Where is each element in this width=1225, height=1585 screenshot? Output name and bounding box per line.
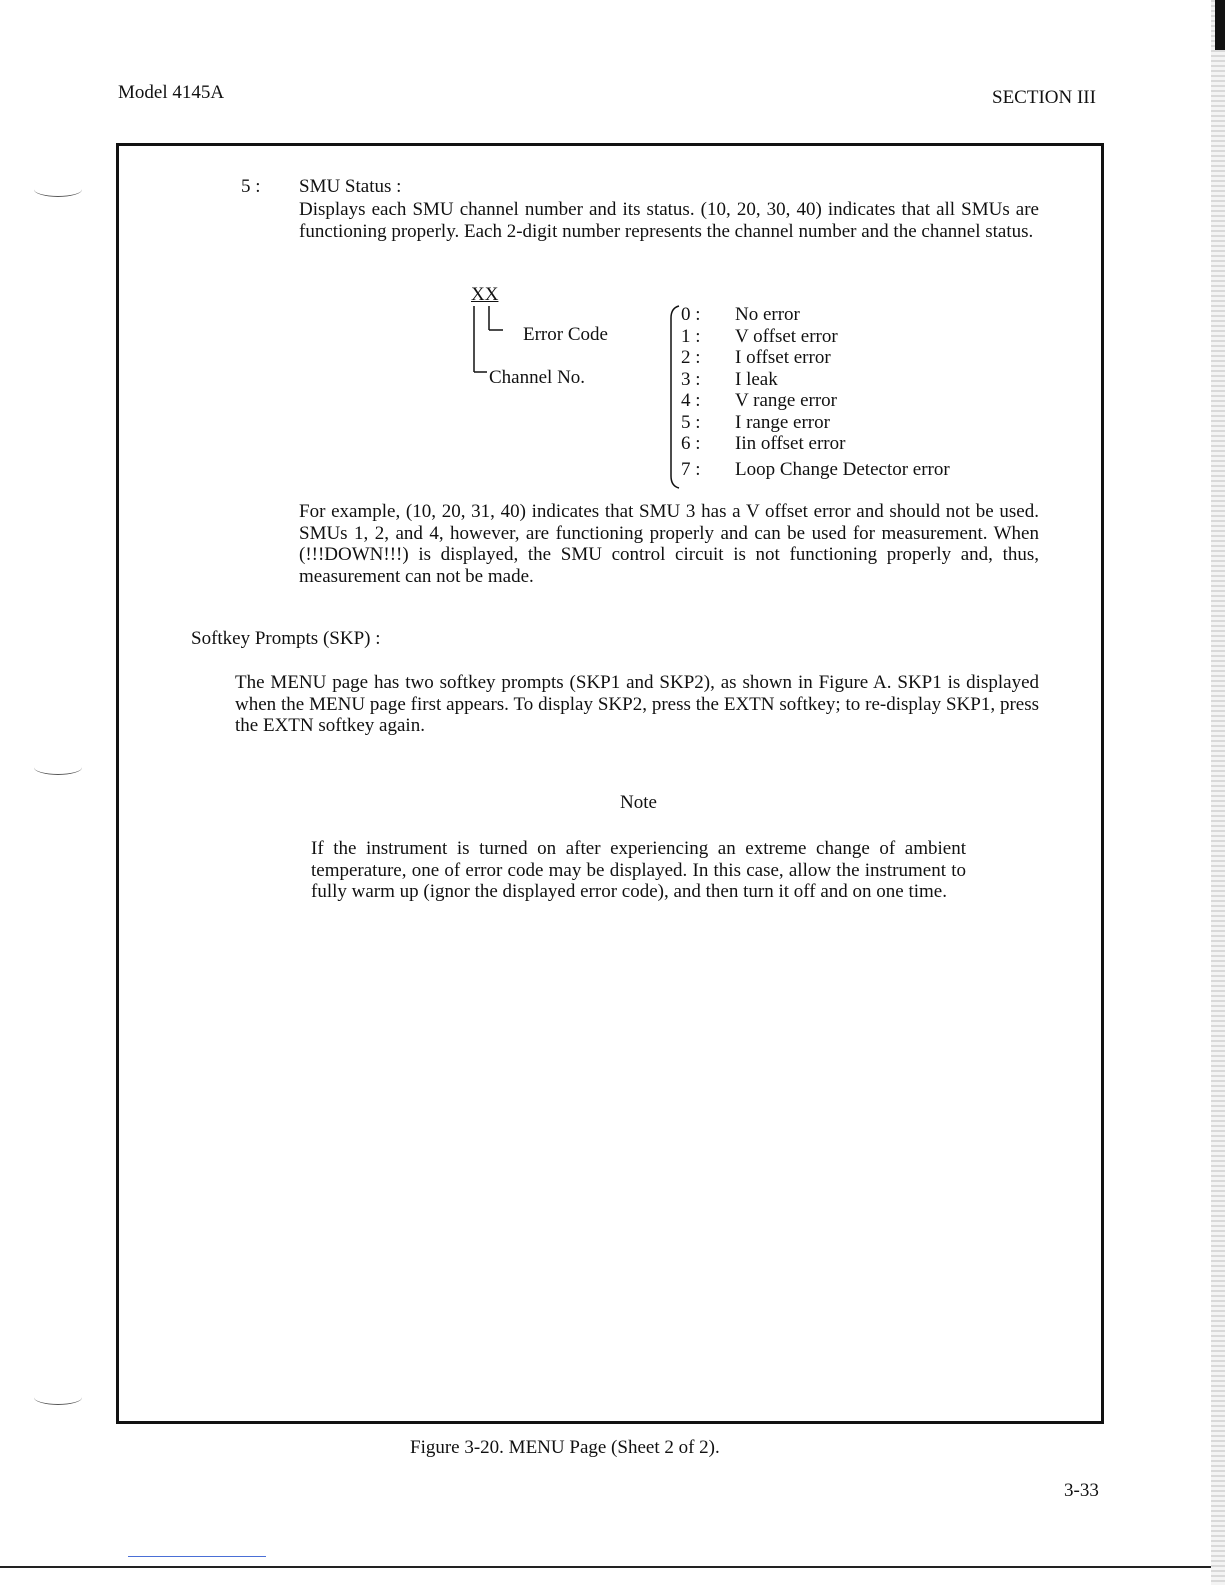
scan-blue-mark <box>128 1556 266 1557</box>
code-row: 7 : Loop Change Detector error <box>681 459 950 480</box>
xx-symbol: XX <box>471 284 499 305</box>
softkey-paragraph: The MENU page has two softkey prompts (SKP1 and SKP2), as shown in Figure A. SKP1 is displayed when the MENU page first appears. To display SKP2, press the EXTN softkey; to re-display SKP1, press the EXTN softkey again. <box>235 672 1039 736</box>
code-row: 6 : Iin offset error <box>681 433 846 454</box>
binding-mark-top <box>34 182 82 197</box>
channel-no-label: Channel No. <box>489 367 586 388</box>
example-paragraph: For example, (10, 20, 31, 40) indicates that SMU 3 has a V offset error and should not be used. SMUs 1, 2, and 4, however, are functioning properly and can be used for measurement. When (!!!DOWN!!!) is displayed, the SMU control circuit is not functioning properly and, thus, measurement can not be made. <box>299 501 1039 587</box>
code-row: 2 : I offset error <box>681 347 831 368</box>
figure-frame <box>116 143 1104 1424</box>
code-row: 0 : No error <box>681 304 800 325</box>
model-label: Model 4145A <box>118 82 225 103</box>
item-title: SMU Status : <box>299 176 402 197</box>
note-title: Note <box>620 792 657 813</box>
scan-edge <box>1211 0 1225 1585</box>
item-number: 5 : <box>241 176 261 197</box>
binding-mark-middle <box>34 760 82 775</box>
scan-edge-marker <box>1215 0 1225 50</box>
section-label: SECTION III <box>992 87 1096 108</box>
softkey-heading: Softkey Prompts (SKP) : <box>191 628 381 649</box>
figure-caption: Figure 3-20. MENU Page (Sheet 2 of 2). <box>410 1437 720 1458</box>
error-code-label: Error Code <box>523 324 608 345</box>
error-code-list <box>681 304 1041 494</box>
code-row: 3 : I leak <box>681 368 778 390</box>
item-paragraph: Displays each SMU channel number and its status. (10, 20, 30, 40) indicates that all SMUs are functioning properly. Each 2-digit number represents the channel number and the channel status. <box>299 199 1039 242</box>
binding-mark-bottom <box>34 1390 82 1405</box>
code-row: 5 : I range error <box>681 411 830 433</box>
note-text: If the instrument is turned on after experiencing an extreme change of ambient temperature, one of error code may be displayed. In this case, allow the instrument to fully warm up (ignor the displayed error code), and then turn it off and on one time. <box>311 838 966 902</box>
code-row: 4 : V range error <box>681 390 837 411</box>
page-number: 3-33 <box>1064 1480 1099 1501</box>
code-row: 1 : V offset error <box>681 325 838 347</box>
scan-bottom-line <box>0 1566 1211 1568</box>
